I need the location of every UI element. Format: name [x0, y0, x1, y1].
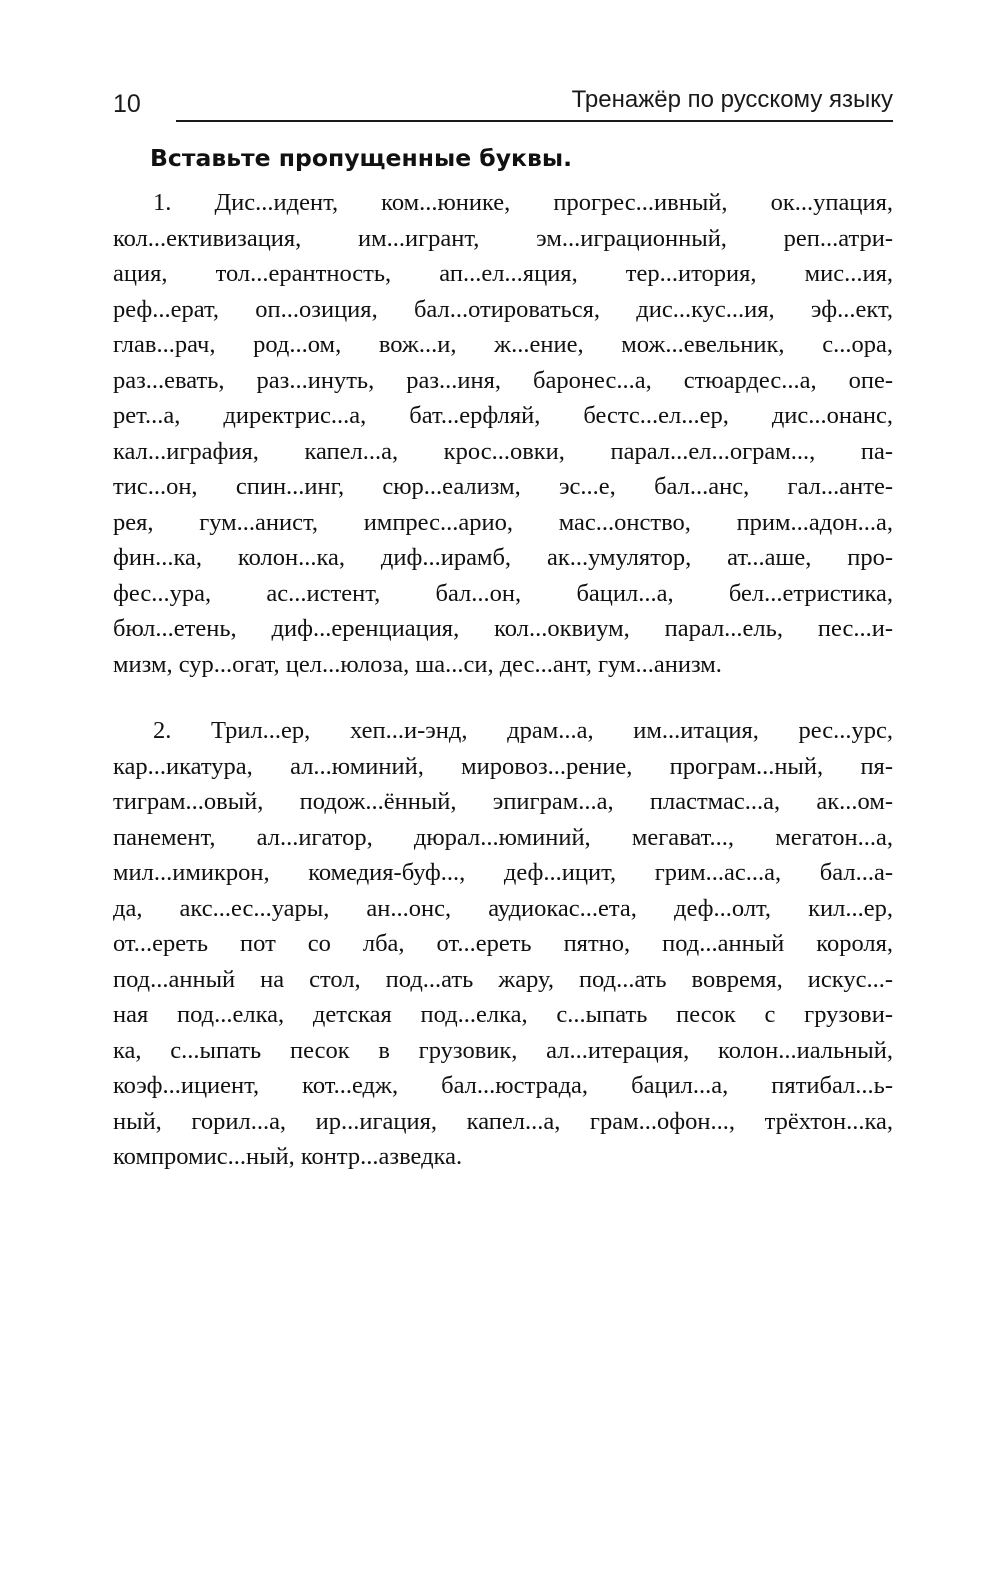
text-line: под...анный на стол, под...ать жару, под...ать вовремя, искус...- — [113, 965, 893, 993]
text-line: ный, горил...а, ир...игация, капел...а, грам...офон..., трёхтон...ка, — [113, 1107, 893, 1135]
text-line: тиграм...овый, подож...ённый, эпиграм...а, пластмас...а, ак...ом- — [113, 788, 893, 815]
text-line: рет...а, директрис...а, бат...ерфляй, бестс...ел...ер, дис...онанс, — [113, 402, 893, 429]
text-line: раз...евать, раз...инуть, раз...иня, баронес...а, стюардес...а, опе- — [113, 366, 893, 394]
text-line: глав...рач, род...ом, вож...и, ж...ение, мож...евельник, с...ора, — [113, 331, 893, 358]
text-line: мизм, сур...огат, цел...юлоза, ша...си, дес...ант, гум...анизм. — [113, 650, 722, 678]
text-line: 2. Трил...ер, хеп...и-энд, драм...а, им...итация, рес...урс, — [153, 717, 893, 744]
text-line: коэф...ициент, кот...едж, бал...юстрада, бацил...а, пятибал...ь- — [113, 1072, 893, 1099]
text-line: кол...ективизация, им...игрант, эм...играционный, реп...атри- — [113, 224, 893, 252]
text-line: тис...он, спин...инг, сюр...еализм, эс...е, бал...анс, гал...анте- — [113, 473, 893, 500]
text-line: мил...имикрон, комедия-буф..., деф...ицит, грим...ас...а, бал...а- — [113, 859, 893, 886]
header-rule — [176, 120, 893, 122]
text-line: ная под...елка, детская под...елка, с...ыпать песок с грузови- — [113, 1001, 893, 1028]
text-line: да, акс...ес...уары, ан...онс, аудиокас...ета, деф...олт, кил...ер, — [113, 894, 893, 922]
text-line: 1. Дис...идент, ком...юнике, прогрес...ивный, ок...упация, — [153, 189, 893, 216]
text-line: фес...ура, ас...истент, бал...он, бацил...а, бел...етристика, — [113, 579, 893, 607]
exercise-2 — [113, 713, 893, 1175]
text-line: панемент, ал...игатор, дюрал...юминий, мегават..., мегатон...а, — [113, 823, 893, 851]
text-line: кал...играфия, капел...а, крос...овки, парал...ел...ограм..., па- — [113, 437, 893, 465]
running-title: Тренажёр по русскому языку — [571, 86, 893, 113]
text-line: компромис...ный, контр...азведка. — [113, 1143, 463, 1170]
page-number: 10 — [113, 90, 141, 118]
text-line: реф...ерат, оп...озиция, бал...отироваться, дис...кус...ия, эф...ект, — [113, 295, 893, 323]
text-line: ация, тол...ерантность, ап...ел...яция, тер...итория, мис...ия, — [113, 260, 893, 287]
text-line: ка, с...ыпать песок в грузовик, ал...итерация, колон...иальный, — [113, 1036, 893, 1064]
page-header — [113, 86, 893, 122]
exercise-1 — [113, 185, 893, 682]
text-line: рея, гум...анист, импрес...арио, мас...онство, прим...адон...а, — [113, 508, 893, 536]
text-line: кар...икатура, ал...юминий, мировоз...рение, програм...ный, пя- — [113, 752, 893, 780]
exercise-instruction: Вставьте пропущенные буквы. — [150, 144, 573, 172]
text-line: бюл...етень, диф...еренциация, кол...оквиум, парал...ель, пес...и- — [113, 615, 893, 642]
text-line: фин...ка, колон...ка, диф...ирамб, ак...умулятор, ат...аше, про- — [113, 544, 893, 571]
text-line: от...ереть пот со лба, от...ереть пятно, под...анный короля, — [113, 930, 893, 957]
